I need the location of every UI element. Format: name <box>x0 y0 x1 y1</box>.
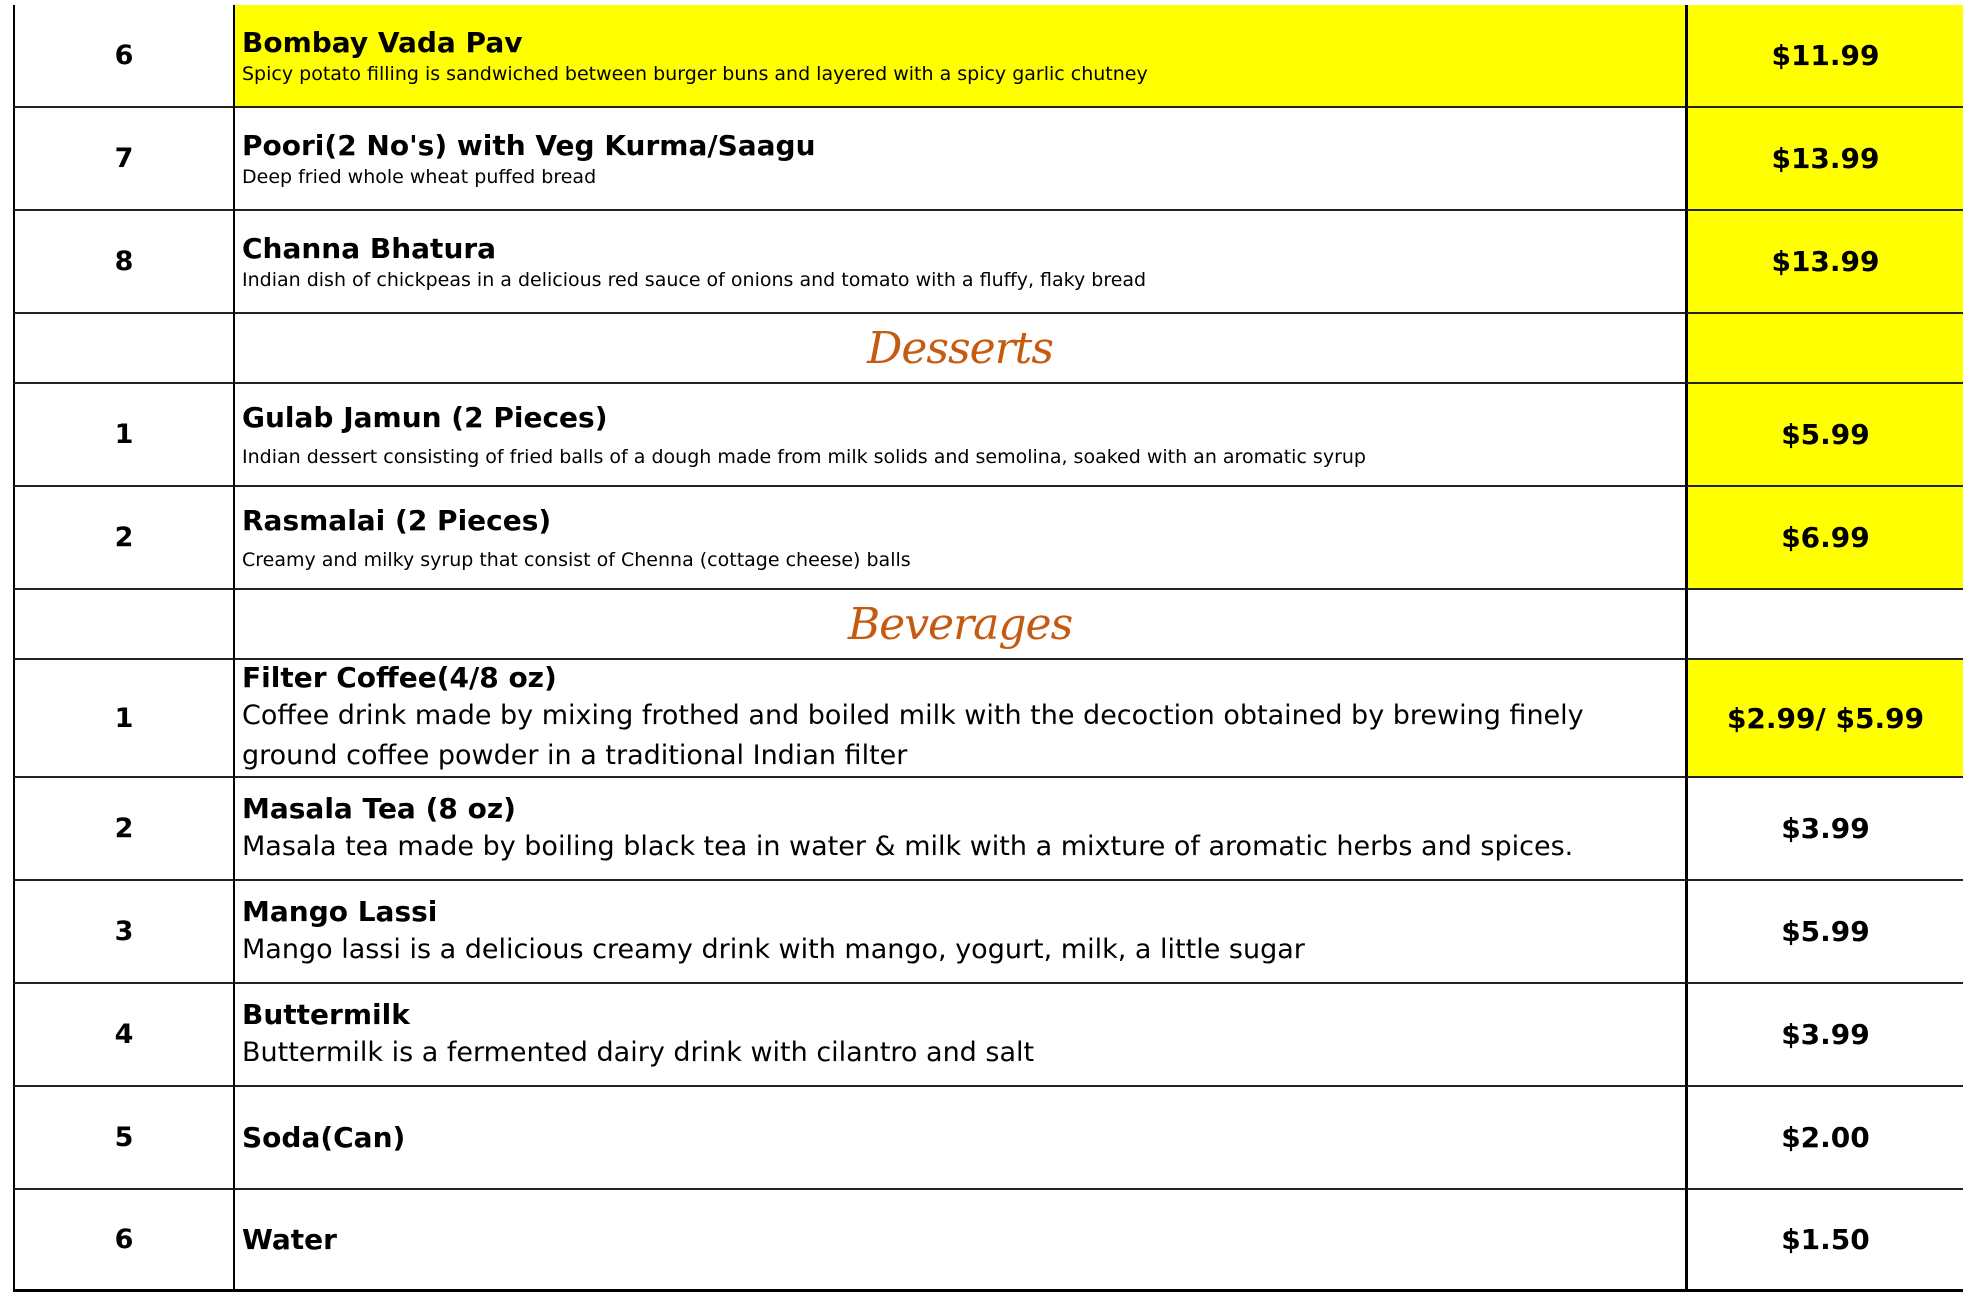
item-description: Spicy potato filling is sandwiched between burger buns and layered with a spicy garlic chutney <box>242 62 1148 85</box>
item-description-cell <box>233 108 1685 211</box>
item-price: $1.50 <box>1685 1190 1963 1292</box>
item-name: Soda(Can) <box>242 1120 406 1154</box>
item-price: $5.99 <box>1685 881 1963 984</box>
item-description-cell <box>233 984 1685 1087</box>
menu-row-masala-tea <box>13 778 1963 881</box>
item-description-cell <box>233 660 1685 778</box>
item-name: Masala Tea (8 oz) <box>242 791 516 825</box>
item-name: Mango Lassi <box>242 894 438 928</box>
empty-price-cell <box>1685 590 1963 660</box>
item-price: $11.99 <box>1685 5 1963 108</box>
item-number: 8 <box>13 211 233 314</box>
item-price: $2.99/ $5.99 <box>1685 660 1963 778</box>
item-name: Filter Coffee(4/8 oz) <box>242 661 557 694</box>
menu-row-soda <box>13 1087 1963 1190</box>
empty-number-cell <box>13 590 233 660</box>
item-number: 5 <box>13 1087 233 1190</box>
item-name: Channa Bhatura <box>242 231 497 265</box>
menu-table <box>13 5 1963 1292</box>
item-description-cell <box>233 384 1685 487</box>
item-description-cell <box>233 487 1685 590</box>
item-price: $2.00 <box>1685 1087 1963 1190</box>
item-name: Rasmalai (2 Pieces) <box>242 503 552 537</box>
menu-row-channa-bhatura <box>13 211 1963 314</box>
item-number: 2 <box>13 778 233 881</box>
item-description-cell <box>233 211 1685 314</box>
item-price: $3.99 <box>1685 778 1963 881</box>
section-row-beverages <box>13 590 1963 660</box>
menu-row-gulab-jamun <box>13 384 1963 487</box>
section-title: Desserts <box>867 322 1053 374</box>
item-number: 6 <box>13 5 233 108</box>
item-number: 4 <box>13 984 233 1087</box>
item-name: Water <box>242 1222 337 1256</box>
section-title-cell <box>233 314 1685 384</box>
section-title-cell <box>233 590 1685 660</box>
item-price: $6.99 <box>1685 487 1963 590</box>
item-description-cell <box>233 881 1685 984</box>
item-description: Creamy and milky syrup that consist of Chenna (cottage cheese) balls <box>242 548 911 571</box>
menu-row-rasmalai <box>13 487 1963 590</box>
item-number: 1 <box>13 384 233 487</box>
menu-row-filter-coffee <box>13 660 1963 778</box>
item-description-cell <box>233 1190 1685 1292</box>
item-name: Buttermilk <box>242 997 410 1031</box>
menu-row-mango-lassi <box>13 881 1963 984</box>
item-number: 2 <box>13 487 233 590</box>
item-description: Masala tea made by boiling black tea in water & milk with a mixture of aromatic herbs and spices. <box>242 830 1574 862</box>
item-description: Mango lassi is a delicious creamy drink with mango, yogurt, milk, a little sugar <box>242 933 1305 965</box>
menu-row-water <box>13 1190 1963 1292</box>
item-description: Buttermilk is a fermented dairy drink with cilantro and salt <box>242 1036 1035 1068</box>
item-number: 1 <box>13 660 233 778</box>
item-description-cell <box>233 778 1685 881</box>
item-name: Bombay Vada Pav <box>242 25 523 59</box>
section-title: Beverages <box>847 598 1073 650</box>
item-description: Deep fried whole wheat puffed bread <box>242 165 597 188</box>
item-description: Indian dish of chickpeas in a delicious red sauce of onions and tomato with a fluffy, flaky bread <box>242 268 1147 291</box>
item-price: $13.99 <box>1685 211 1963 314</box>
empty-number-cell <box>13 314 233 384</box>
empty-price-cell <box>1685 314 1963 384</box>
menu-row-buttermilk <box>13 984 1963 1087</box>
item-description-cell <box>233 1087 1685 1190</box>
item-description-cell <box>233 5 1685 108</box>
item-price: $13.99 <box>1685 108 1963 211</box>
item-number: 3 <box>13 881 233 984</box>
item-number: 7 <box>13 108 233 211</box>
item-name: Poori(2 No's) with Veg Kurma/Saagu <box>242 128 816 162</box>
item-description: Indian dessert consisting of fried balls of a dough made from milk solids and semolina, soaked with an aromatic syrup <box>242 445 1366 468</box>
item-description: Coffee drink made by mixing frothed and boiled milk with the decoction obtained by brewing finely ground coffee powder in a traditional Indian filter <box>242 700 1584 771</box>
menu-row-bombay-vada-pav <box>13 5 1963 108</box>
item-number: 6 <box>13 1190 233 1292</box>
menu-row-poori <box>13 108 1963 211</box>
item-price: $5.99 <box>1685 384 1963 487</box>
section-row-desserts <box>13 314 1963 384</box>
item-name: Gulab Jamun (2 Pieces) <box>242 400 608 434</box>
item-price: $3.99 <box>1685 984 1963 1087</box>
